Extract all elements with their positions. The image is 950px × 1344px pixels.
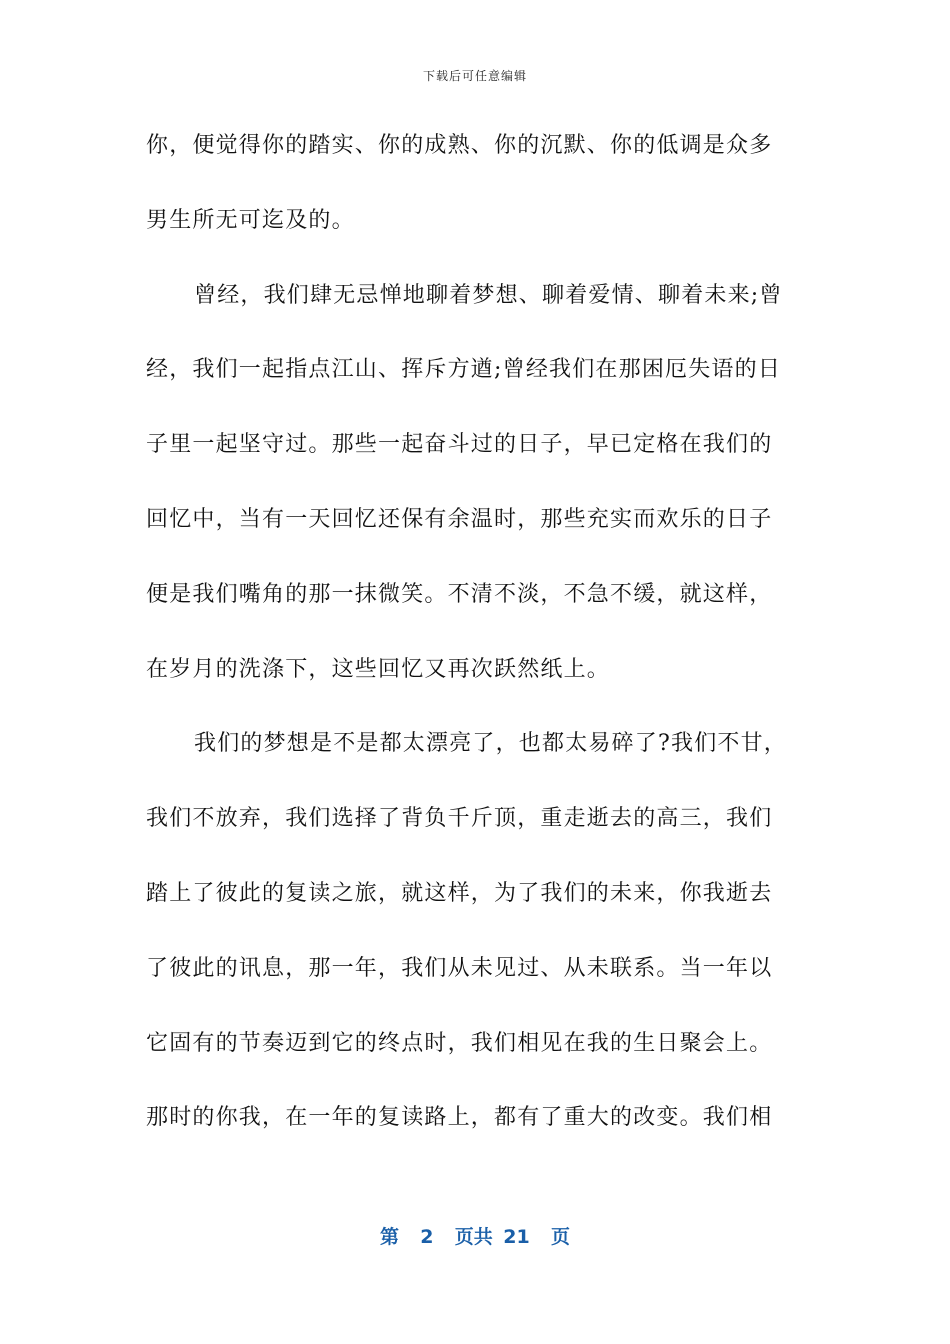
text-line: 子里一起坚守过。那些一起奋斗过的日子，早已定格在我们的 — [146, 432, 773, 458]
text-line: 你，便觉得你的踏实、你的成熟、你的沉默、你的低调是众多 — [146, 133, 773, 158]
text-line: 了彼此的讯息，那一年，我们从未见过、从未联系。当一年以 — [146, 955, 773, 981]
page-number: 第 2 页共 21 页 — [380, 1226, 570, 1248]
page-footer — [0, 1222, 950, 1249]
text-line: 曾经，我们肆无忌惮地聊着梦想、聊着爱情、聊着未来;曾 — [194, 282, 783, 308]
text-line: 那时的你我，在一年的复读路上，都有了重大的改变。我们相 — [146, 1105, 773, 1131]
text-line: 踏上了彼此的复读之旅，就这样，为了我们的未来，你我逝去 — [146, 880, 773, 906]
body-text — [146, 122, 806, 1169]
text-line: 便是我们嘴角的那一抹微笑。不清不淡，不急不缓，就这样， — [146, 581, 773, 607]
text-line: 我们不放弃，我们选择了背负千斤顶，重走逝去的高三，我们 — [146, 806, 773, 832]
page-header: 下载后可任意编辑 — [422, 69, 527, 83]
text-line: 在岁月的洗涤下，这些回忆又再次跃然纸上。 — [146, 656, 611, 682]
text-line: 回忆中，当有一天回忆还保有余温时，那些充实而欢乐的日子 — [146, 506, 773, 532]
text-line: 经，我们一起指点江山、挥斥方遒;曾经我们在那困厄失语的日 — [146, 357, 782, 383]
text-line: 男生所无可迄及的。 — [146, 207, 355, 233]
text-line: 它固有的节奏迈到它的终点时，我们相见在我的生日聚会上。 — [146, 1030, 773, 1056]
text-line: 我们的梦想是不是都太漂亮了，也都太易碎了?我们不甘， — [194, 731, 787, 757]
